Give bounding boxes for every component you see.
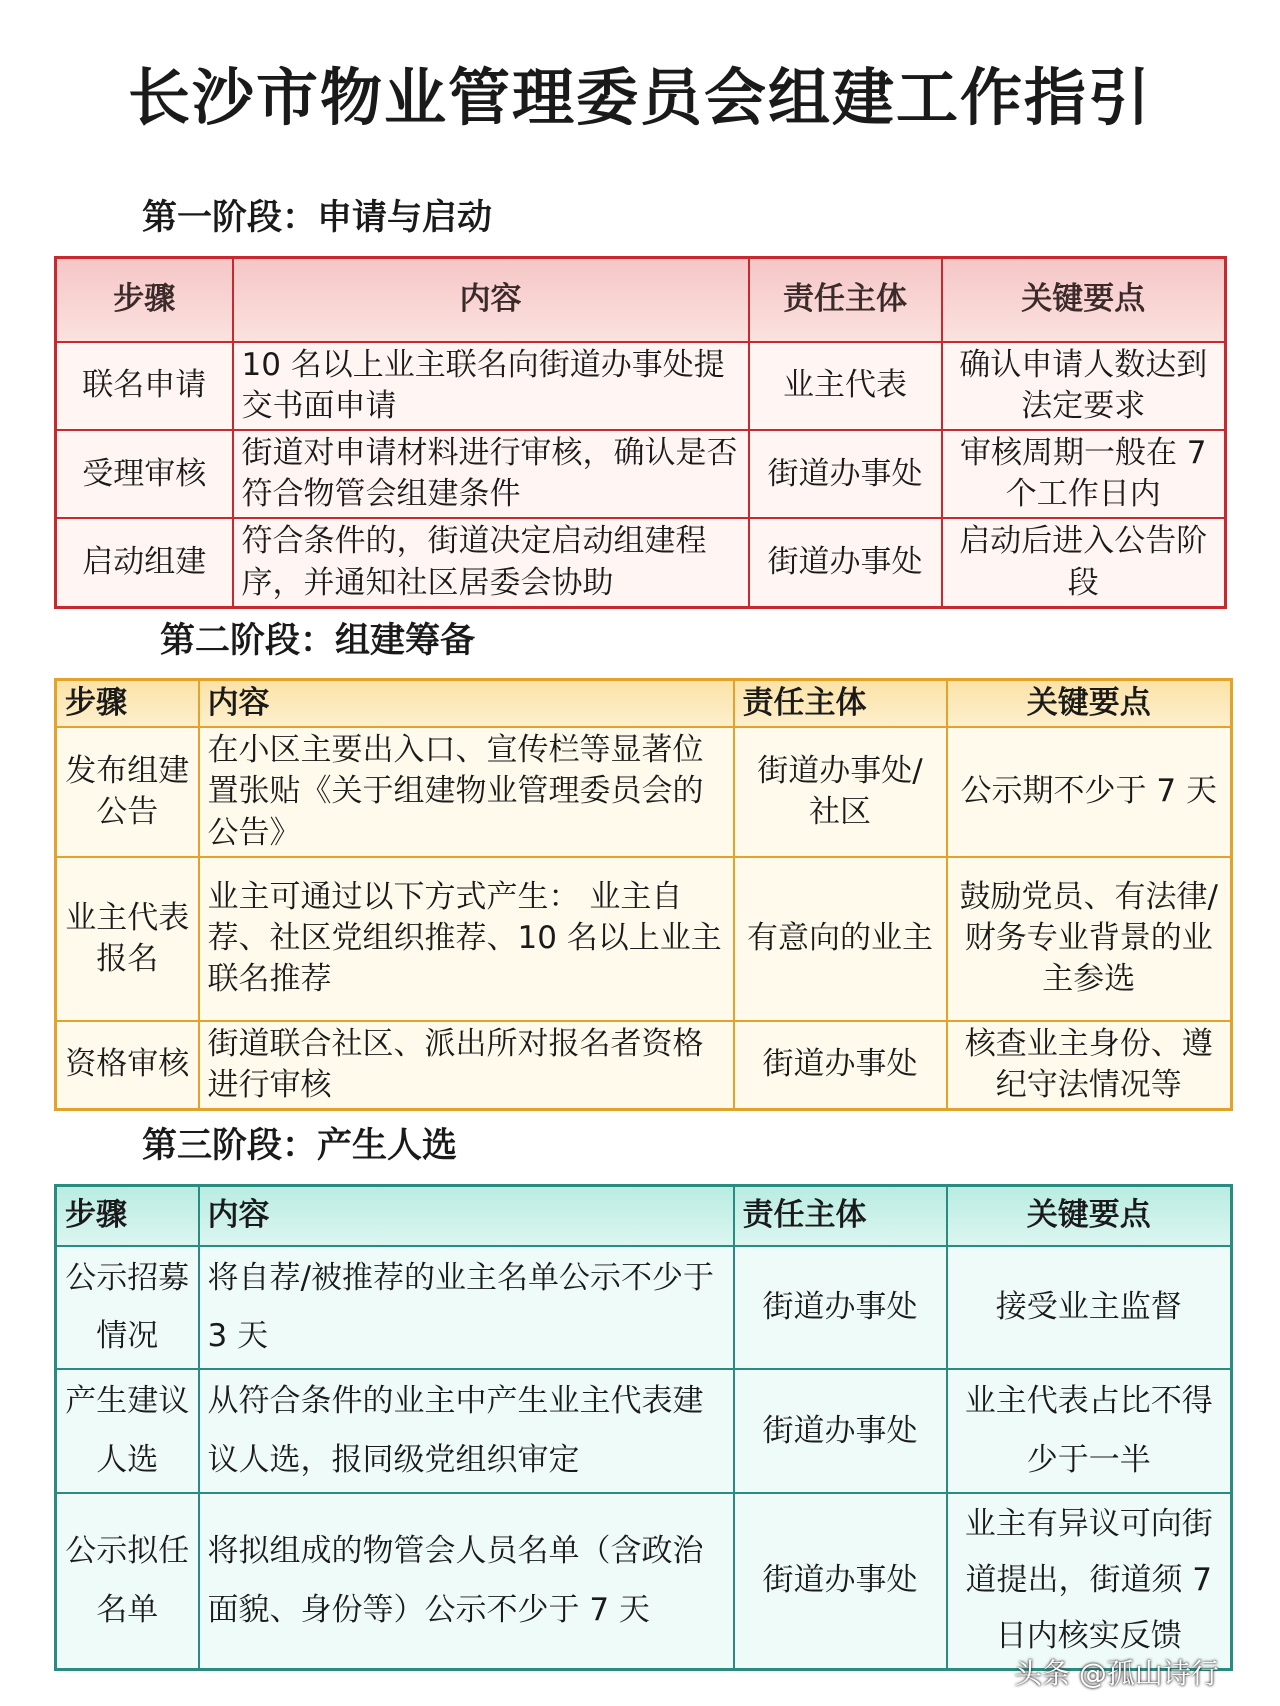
cell-party: 街道办事处 [749,430,942,518]
table-row [56,857,1232,1021]
table-row [56,342,1226,430]
stage-3-table [54,1184,1233,1671]
cell-party: 街道办事处 [749,518,942,607]
cell-party: 街道办事处 [734,1021,947,1110]
table-header-row [56,258,1226,342]
cell-step: 启动组建 [56,518,233,607]
header-party: 责任主体 [734,680,947,728]
table-row [56,1021,1232,1110]
cell-party: 街道办事处 [734,1246,947,1370]
header-step: 步骤 [56,680,199,728]
cell-key: 业主有异议可向街道提出，街道须 7 日内核实反馈 [947,1493,1232,1669]
table-header-row [56,680,1232,728]
stage-3-title: 第三阶段：产生人选 [142,1126,458,1166]
table-row [56,1369,1232,1493]
table-row [56,727,1232,857]
cell-step: 业主代表报名 [56,857,199,1021]
cell-key: 公示期不少于 7 天 [947,727,1232,857]
cell-content: 将自荐/被推荐的业主名单公示不少于 3 天 [199,1246,734,1370]
cell-key: 审核周期一般在 7 个工作日内 [942,430,1226,518]
table-header-row [56,1186,1232,1246]
header-key: 关键要点 [947,680,1232,728]
cell-party: 有意向的业主 [734,857,947,1021]
table-row [56,1246,1232,1370]
stage-1-table [54,256,1227,609]
cell-content: 业主可通过以下方式产生： 业主自荐、社区党组织推荐、10 名以上业主联名推荐 [199,857,734,1021]
header-party: 责任主体 [734,1186,947,1246]
header-content: 内容 [199,1186,734,1246]
table-row [56,430,1226,518]
cell-content: 在小区主要出入口、宣传栏等显著位置张贴《关于组建物业管理委员会的公告》 [199,727,734,857]
cell-party: 街道办事处/社区 [734,727,947,857]
cell-party: 街道办事处 [734,1369,947,1493]
cell-content: 符合条件的，街道决定启动组建程序，并通知社区居委会协助 [233,518,749,607]
stage-1-title: 第一阶段：申请与启动 [142,198,493,238]
table-row [56,518,1226,607]
cell-key: 业主代表占比不得少于一半 [947,1369,1232,1493]
cell-step: 产生建议人选 [56,1369,199,1493]
cell-step: 公示拟任名单 [56,1493,199,1669]
stage-2-table [54,678,1233,1111]
cell-step: 发布组建公告 [56,727,199,857]
cell-party: 街道办事处 [734,1493,947,1669]
header-step: 步骤 [56,1186,199,1246]
cell-key: 启动后进入公告阶段 [942,518,1226,607]
page-title: 长沙市物业管理委员会组建工作指引 [127,61,1152,134]
header-content: 内容 [233,258,749,342]
header-step: 步骤 [56,258,233,342]
cell-step: 公示招募情况 [56,1246,199,1370]
cell-step: 联名申请 [56,342,233,430]
cell-key: 接受业主监督 [947,1246,1232,1370]
header-party: 责任主体 [749,258,942,342]
cell-step: 资格审核 [56,1021,199,1110]
header-key: 关键要点 [947,1186,1232,1246]
header-key: 关键要点 [942,258,1226,342]
header-content: 内容 [199,680,734,728]
cell-content: 从符合条件的业主中产生业主代表建议人选，报同级党组织审定 [199,1369,734,1493]
cell-party: 业主代表 [749,342,942,430]
table-row [56,1493,1232,1669]
cell-step: 受理审核 [56,430,233,518]
cell-content: 将拟组成的物管会人员名单（含政治面貌、身份等）公示不少于 7 天 [199,1493,734,1669]
cell-key: 核查业主身份、遵纪守法情况等 [947,1021,1232,1110]
cell-content: 街道对申请材料进行审核，确认是否符合物管会组建条件 [233,430,749,518]
cell-key: 鼓励党员、有法律/财务专业背景的业主参选 [947,857,1232,1021]
stage-2-title: 第二阶段：组建筹备 [160,621,476,661]
cell-content: 10 名以上业主联名向街道办事处提交书面申请 [233,342,749,430]
cell-key: 确认申请人数达到法定要求 [942,342,1226,430]
cell-content: 街道联合社区、派出所对报名者资格进行审核 [199,1021,734,1110]
watermark: 头条 @孤山诗行 [1014,1657,1219,1690]
